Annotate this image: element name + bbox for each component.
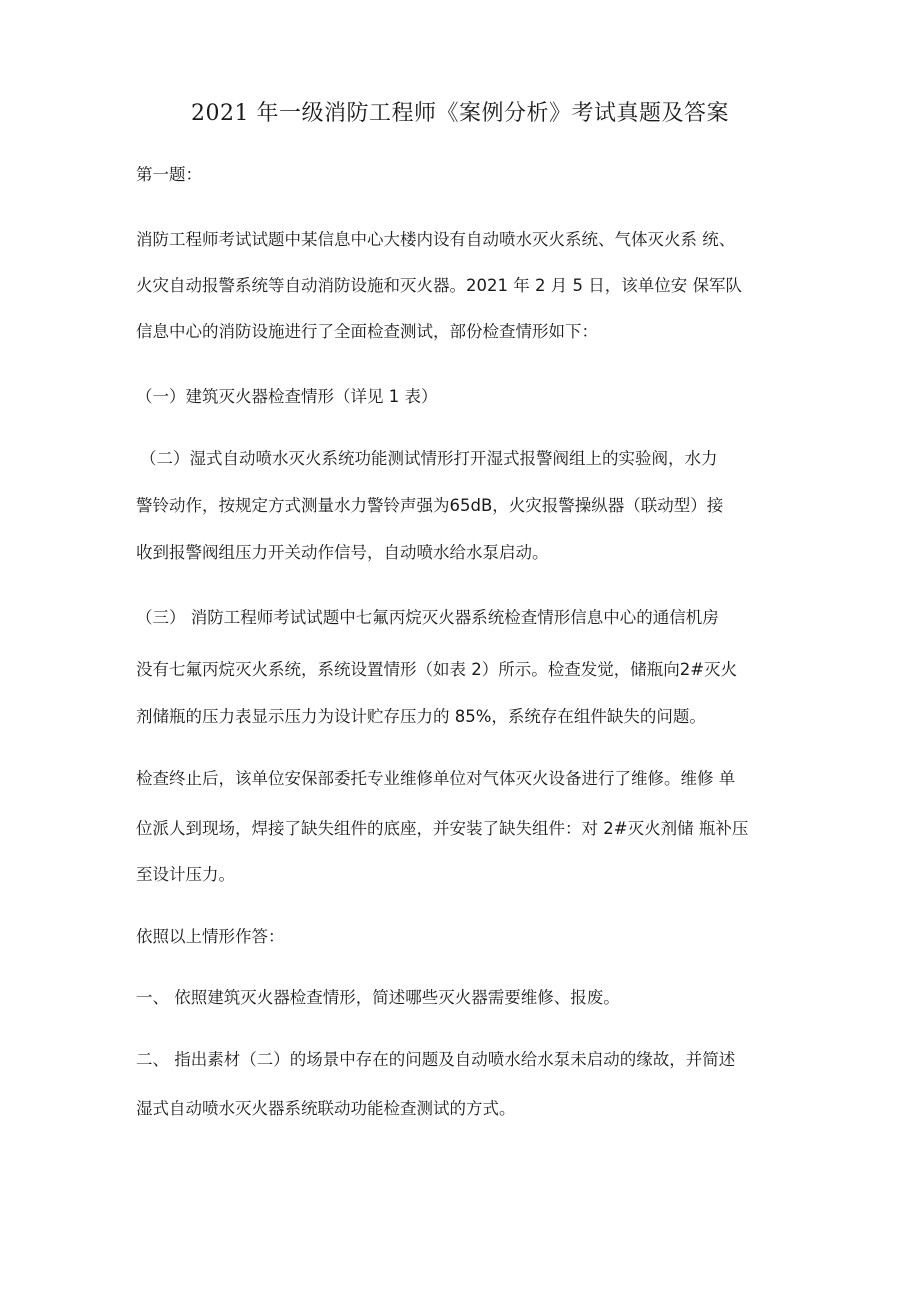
paragraph-line: 至设计压力。 xyxy=(136,865,235,884)
paragraph-line: 没有七氟丙烷灭火系统，系统设置情形（如表 2）所示。检查发觉，储瓶向2#灭火 xyxy=(136,660,738,679)
paragraph-line: 剂储瓶的压力表显示压力为设计贮存压力的 85%，系统存在组件缺失的问题。 xyxy=(136,707,706,726)
paragraph-line: 检查终止后，该单位安保部委托专业维修单位对气体灭火设备进行了维修。维修 单 xyxy=(136,769,736,788)
paragraph-line: 依照以上情形作答： xyxy=(136,927,285,946)
document-title: 2021 年一级消防工程师《案例分析》考试真题及答案 xyxy=(191,101,729,126)
question-item-1: 一、 依照建筑灭火器检查情形，简述哪些灭火器需要维修、报废。 xyxy=(136,988,620,1007)
paragraph-line: 湿式自动喷水灭火器系统联动功能检查测试的方式。 xyxy=(136,1099,516,1118)
paragraph-line: 火灾自动报警系统等自动消防设施和灭火器。2021 年 2 月 5 日，该单位安 保军队 xyxy=(136,276,742,295)
paragraph-line: 位派人到现场，焊接了缺失组件的底座，并安装了缺失组件：对 2#灭火剂储 瓶补压 xyxy=(136,819,749,838)
question-item-2: 二、 指出素材（二）的场景中存在的问题及自动喷水给水泵未启动的缘故，并简述 xyxy=(136,1050,736,1069)
section-heading-first-question: 第一题： xyxy=(136,165,202,184)
paragraph-line: 警铃动作，按规定方式测量水力警铃声强为65dB，火灾报警操纵器（联动型）接 xyxy=(136,496,724,515)
paragraph-line: （三） 消防工程师考试试题中七氟丙烷灭火器系统检查情形信息中心的通信机房 xyxy=(136,608,719,627)
paragraph-line: 信息中心的消防设施进行了全面检查测试，部份检查情形如下： xyxy=(136,322,598,341)
paragraph-line: 收到报警阀组压力开关动作信号，自动喷水给水泵启动。 xyxy=(136,543,549,562)
paragraph-line: 消防工程师考试试题中某信息中心大楼内设有自动喷水灭火系统、气体灭火系 统、 xyxy=(136,230,736,249)
paragraph-line: （一）建筑灭火器检查情形（详见 1 表） xyxy=(136,387,438,406)
paragraph-line: （二）湿式自动喷水灭火系统功能测试情形打开湿式报警阀组上的实验阀，水力 xyxy=(140,449,718,468)
